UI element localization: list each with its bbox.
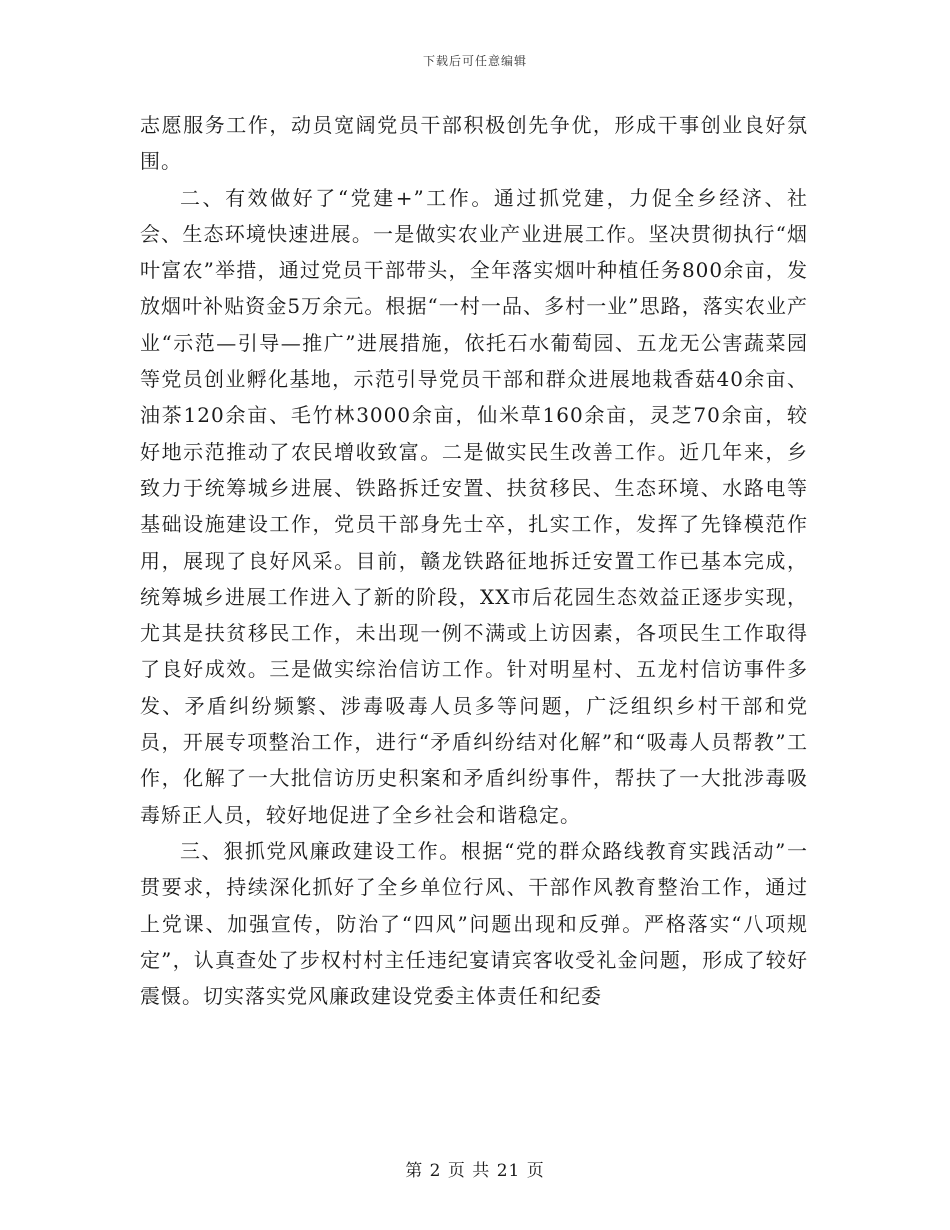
paragraph: 志愿服务工作，动员宽阔党员干部积极创先争优，形成干事创业良好氛围。 <box>140 113 808 174</box>
paragraph: 三、狠抓党风廉政建设工作。根据“党的群众路线教育实践活动”一贯要求，持续深化抓好了全乡单位行风、干部作风教育整治工作，通过上党课、加强宣传，防治了“四风”问题出现和反弹。严格落实“八项规定”，认真查处了步权村村主任违纪宴请宾客收受礼金问题，形成了较好震慑。切实落实党风廉政建设党委主体责任和纪委 <box>140 838 808 1009</box>
page-number: 第 2 页 共 21 页 <box>405 1161 545 1181</box>
document-body <box>140 107 808 1014</box>
page-header: 下载后可任意编辑 <box>422 54 527 68</box>
paragraph: 二、有效做好了“党建+”工作。通过抓党建，力促全乡经济、社会、生态环境快速进展。一是做实农业产业进展工作。坚决贯彻执行“烟叶富农”举措，通过党员干部带头，全年落实烟叶种植任务800余亩，发放烟叶补贴资金5万余元。根据“一村一品、多村一业”思路，落实农业产业“示范—引导—推广”进展措施，依托石水葡萄园、五龙无公害蔬菜园等党员创业孵化基地，示范引导党员干部和群众进展地栽香菇40余亩、油茶120余亩、毛竹林3000余亩，仙米草160余亩，灵芝70余亩，较好地示范推动了农民增收致富。二是做实民生改善工作。近几年来，乡致力于统筹城乡进展、铁路拆迁安置、扶贫移民、生态环境、水路电等基础设施建设工作，党员干部身先士卒，扎实工作，发挥了先锋模范作用，展现了良好风采。目前，赣龙铁路征地拆迁安置工作已基本完成，统筹城乡进展工作进入了新的阶段，XX市后花园生态效益正逐步实现，尤其是扶贫移民工作，未出现一例不满或上访因素，各项民生工作取得了良好成效。三是做实综治信访工作。针对明星村、五龙村信访事件多发、矛盾纠纷频繁、涉毒吸毒人员多等问题，广泛组织乡村干部和党员，开展专项整治工作，进行“矛盾纠纷结对化解”和“吸毒人员帮教”工作，化解了一大批信访历史积案和矛盾纠纷事件，帮扶了一大批涉毒吸毒矫正人员，较好地促进了全乡社会和谐稳定。 <box>140 185 808 827</box>
